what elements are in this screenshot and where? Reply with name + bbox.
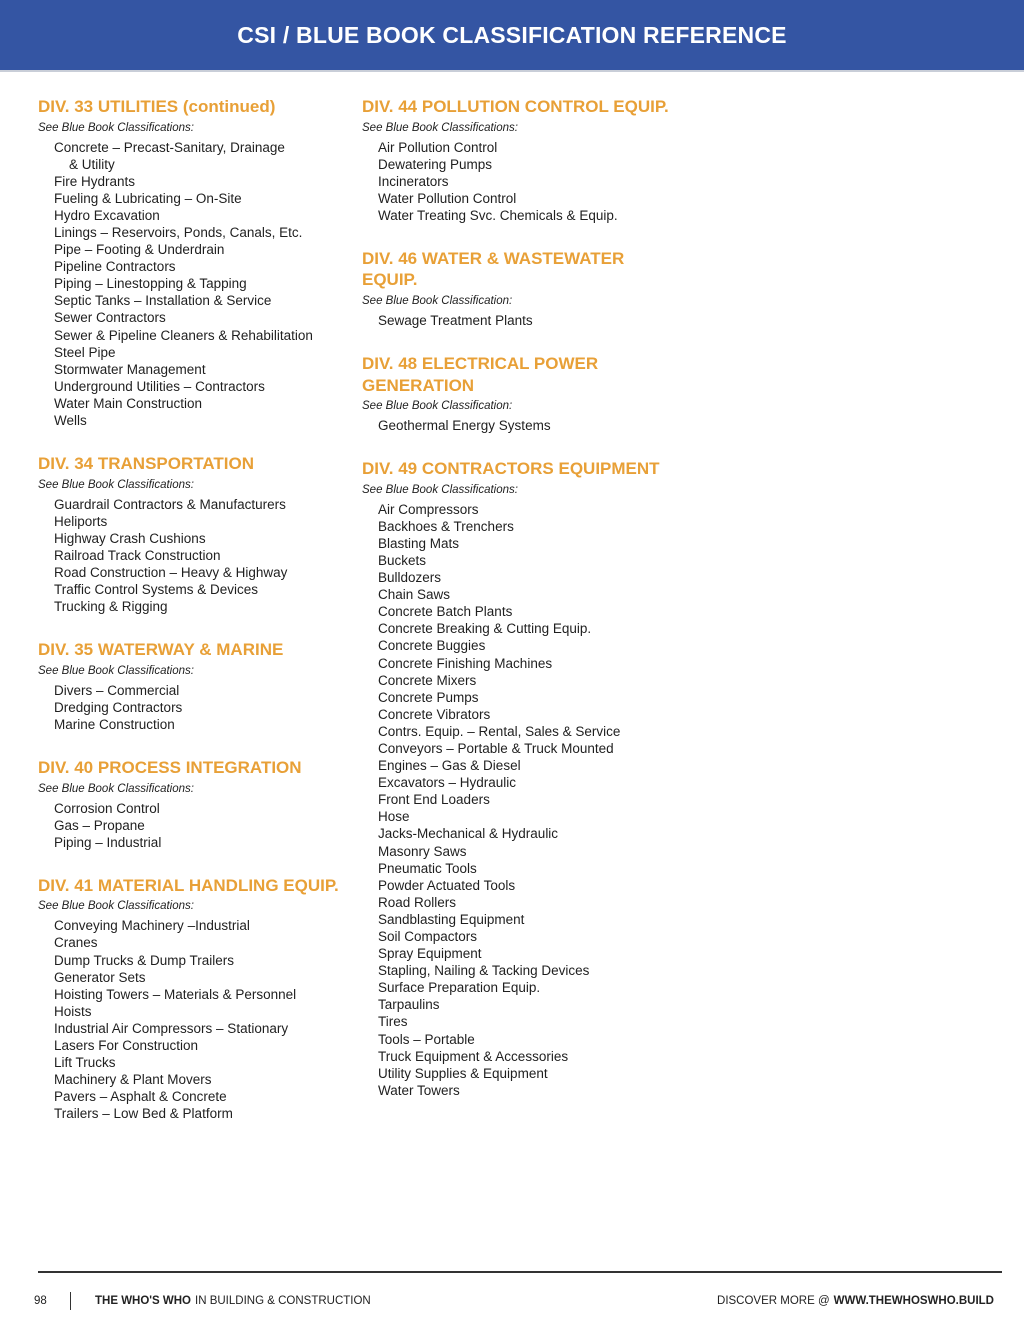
classification-item: Dump Trucks & Dump Trailers [54,952,235,968]
classification-item: Hose [378,809,410,825]
classification-item: Divers – Commercial [54,682,180,698]
classification-item: Excavators – Hydraulic [378,775,517,791]
classification-item: Wells [54,413,87,428]
page-footer [34,1291,994,1311]
classification-list [38,800,348,851]
classification-item: Trucking & Rigging [54,599,168,615]
classification-note: See Blue Book Classification: [362,294,513,307]
classification-item: Soil Compactors [378,929,478,944]
classification-item: Dredging Contractors [54,699,183,715]
division-title [362,353,682,396]
classification-item: Pipeline Contractors [54,259,176,275]
division-section [38,757,348,851]
classification-item: Trailers – Low Bed & Platform [54,1106,233,1122]
classification-item: Heliports [54,513,108,529]
classification-item: Water Treating Svc. Chemicals & Equip. [378,207,618,223]
classification-item: & Utility [54,156,115,172]
classification-item: Lasers For Construction [54,1037,199,1053]
classification-item: Tires [378,1014,408,1030]
division-title-line: GENERATION [362,375,475,395]
classification-item: Powder Actuated Tools [378,877,516,893]
publication-name: THE WHO'S WHO [95,1295,192,1307]
division-section [362,353,682,434]
classification-item: Air Pollution Control [378,139,498,155]
classification-item: Linings – Reservoirs, Ponds, Canals, Etc. [54,224,303,240]
division-title [38,96,348,118]
classification-item: Concrete Mixers [378,672,477,688]
classification-list [362,139,682,224]
division-title [38,875,348,897]
classification-item: Truck Equipment & Accessories [378,1048,569,1064]
classification-item: Industrial Air Compressors – Stationary [54,1020,289,1036]
classification-item: Utility Supplies & Equipment [378,1065,548,1081]
classification-item: Piping – Industrial [54,834,162,850]
discover-more-label: DISCOVER MORE @ [717,1295,830,1307]
classification-item: Pipe – Footing & Underdrain [54,242,225,258]
classification-item: Traffic Control Systems & Devices [54,582,259,598]
division-title [38,639,348,661]
classification-item: Sewer Contractors [54,310,166,326]
classification-note: See Blue Book Classifications: [38,900,194,913]
division-title-line: DIV. 34 TRANSPORTATION [38,454,254,474]
classification-item: Hydro Excavation [54,207,160,223]
classification-item: Water Towers [378,1082,460,1098]
classification-item: Concrete Batch Plants [378,604,513,620]
division-title [38,453,348,475]
division-title [362,248,682,291]
classification-item: Pavers – Asphalt & Concrete [54,1089,227,1105]
classification-item: Tarpaulins [378,997,440,1013]
division-title-line: DIV. 49 CONTRACTORS EQUIPMENT [362,459,660,479]
division-title-line: DIV. 48 ELECTRICAL POWER [362,354,599,374]
classification-note: See Blue Book Classification: [362,400,513,413]
page-title: CSI / BLUE BOOK CLASSIFICATION REFERENCE [237,21,787,48]
classification-item: Backhoes & Trenchers [378,518,514,534]
classification-list [38,496,348,616]
classification-item: Steel Pipe [54,344,116,360]
right-column [362,96,682,1123]
classification-item: Jacks-Mechanical & Hydraulic [378,826,559,842]
left-column [38,96,348,1146]
classification-note: See Blue Book Classifications: [38,664,194,677]
division-section [38,639,348,733]
classification-list [362,501,682,1099]
classification-note: See Blue Book Classifications: [38,121,194,134]
classification-item: Gas – Propane [54,817,145,833]
classification-note: See Blue Book Classifications: [38,478,194,491]
classification-item: Pneumatic Tools [378,860,477,876]
publication-tagline: IN BUILDING & CONSTRUCTION [195,1295,371,1307]
classification-item: Spray Equipment [378,946,482,962]
division-title-line: DIV. 40 PROCESS INTEGRATION [38,758,302,778]
classification-item: Sandblasting Equipment [378,911,525,927]
classification-item: Front End Loaders [378,792,490,808]
classification-item: Conveyors – Portable & Truck Mounted [378,740,614,756]
classification-list [362,312,682,329]
classification-item: Septic Tanks – Installation & Service [54,293,272,309]
classification-list [38,139,348,430]
footer-divider [38,1271,1002,1273]
classification-item: Generator Sets [54,969,146,985]
classification-item: Incinerators [378,173,449,189]
classification-item: Geothermal Energy Systems [378,418,551,434]
classification-item: Lift Trucks [54,1055,116,1071]
classification-item: Conveying Machinery –Industrial [54,918,250,934]
classification-item: Dewatering Pumps [378,156,493,172]
classification-item: Hoists [54,1003,92,1019]
division-section [362,96,682,224]
classification-item: Engines – Gas & Diesel [378,758,521,774]
classification-item: Water Pollution Control [378,190,517,206]
division-title-line: DIV. 44 POLLUTION CONTROL EQUIP. [362,97,669,116]
classification-item: Concrete Buggies [378,638,486,654]
division-section [38,453,348,615]
classification-item: Fire Hydrants [54,173,136,189]
classification-item: Sewage Treatment Plants [378,312,533,328]
classification-item: Chain Saws [378,587,451,603]
classification-item: Railroad Track Construction [54,547,221,563]
page-header-banner [0,0,1024,72]
classification-note: See Blue Book Classifications: [38,782,194,795]
classification-item: Concrete Breaking & Cutting Equip. [378,621,592,637]
classification-item: Machinery & Plant Movers [54,1072,212,1088]
classification-item: Stormwater Management [54,361,206,377]
classification-item: Cranes [54,935,98,951]
division-title-line: DIV. 41 MATERIAL HANDLING EQUIP. [38,875,339,895]
classification-note: See Blue Book Classifications: [362,121,518,134]
classification-item: Surface Preparation Equip. [378,980,541,996]
classification-item: Sewer & Pipeline Cleaners & Rehabilitation [54,327,313,343]
footer-separator [70,1292,71,1310]
classification-item: Guardrail Contractors & Manufacturers [54,496,286,512]
page-number: 98 [34,1295,47,1307]
classification-item: Concrete – Precast-Sanitary, Drainage [54,139,285,155]
division-title [38,757,348,779]
classification-item: Blasting Mats [378,535,460,551]
classification-item: Buckets [378,552,427,568]
classification-note: See Blue Book Classifications: [362,483,518,496]
division-section [362,458,682,1099]
division-title-line: DIV. 46 WATER & WASTEWATER [362,248,625,268]
classification-item: Highway Crash Cushions [54,530,206,546]
classification-item: Bulldozers [378,570,442,586]
website-link[interactable]: WWW.THEWHOSWHO.BUILD [833,1295,994,1307]
classification-item: Air Compressors [378,501,479,517]
classification-item: Stapling, Nailing & Tacking Devices [378,963,590,979]
classification-item: Concrete Finishing Machines [378,655,553,671]
division-section [38,96,348,429]
division-title [362,96,682,118]
division-title-line: DIV. 33 UTILITIES (continued) [38,97,276,116]
classification-item: Fueling & Lubricating – On-Site [54,190,242,206]
classification-list [38,682,348,733]
classification-item: Road Construction – Heavy & Highway [54,564,288,580]
classification-list [38,917,348,1122]
classification-item: Marine Construction [54,716,175,732]
classification-item: Tools – Portable [378,1031,475,1047]
classification-item: Water Main Construction [54,395,203,411]
classification-list [362,417,682,434]
division-section [38,875,348,1123]
classification-item: Contrs. Equip. – Rental, Sales & Service [378,723,621,739]
division-section [362,248,682,329]
classification-item: Masonry Saws [378,843,467,859]
classification-item: Concrete Pumps [378,689,479,705]
classification-item: Road Rollers [378,894,457,910]
classification-item: Corrosion Control [54,800,160,816]
classification-item: Underground Utilities – Contractors [54,378,265,394]
classification-item: Concrete Vibrators [378,706,491,722]
division-title-line: DIV. 35 WATERWAY & MARINE [38,640,284,660]
division-title [362,458,682,480]
classification-item: Piping – Linestopping & Tapping [54,276,247,292]
division-title-line: EQUIP. [362,270,418,290]
classification-item: Hoisting Towers – Materials & Personnel [54,986,297,1002]
